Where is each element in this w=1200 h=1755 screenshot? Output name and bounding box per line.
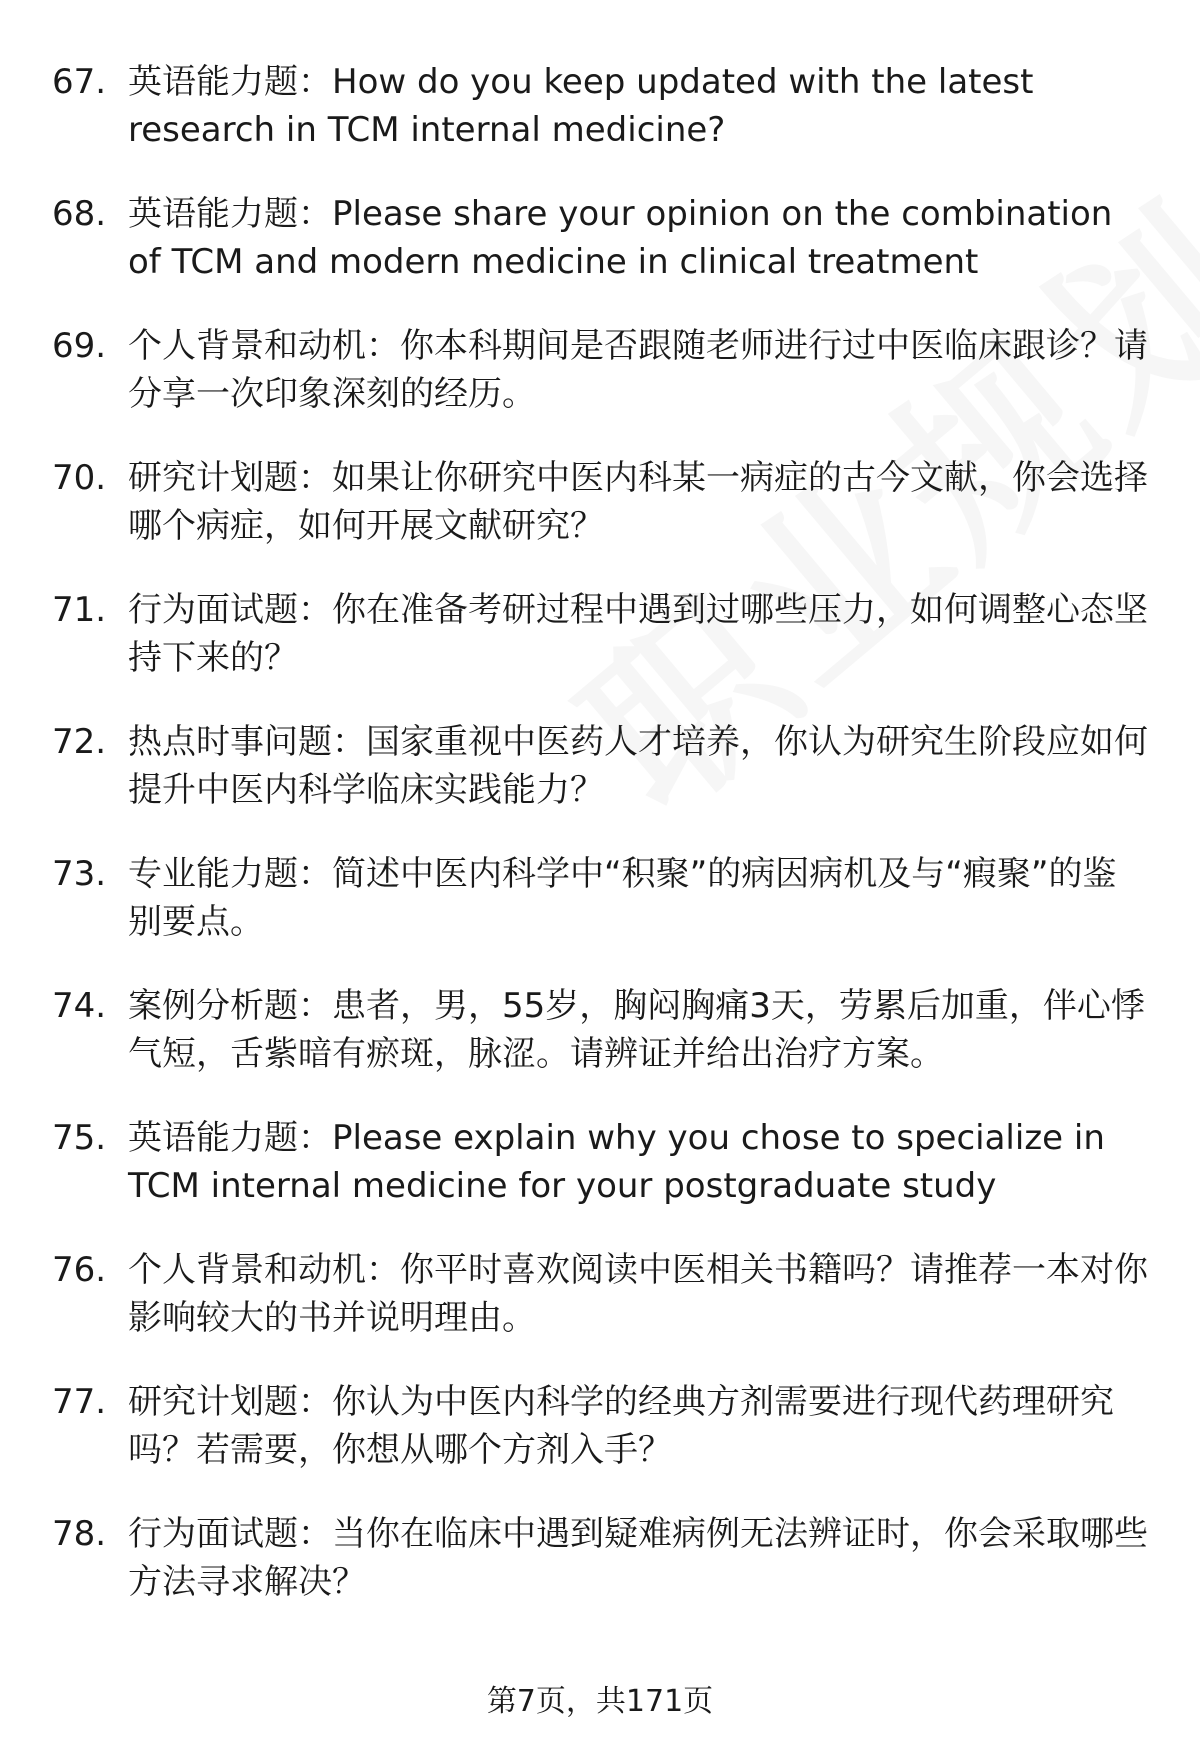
question-text: 热点时事问题：国家重视中医药人才培养，你认为研究生阶段应如何提升中医内科学临床实践能力？ [128, 722, 1148, 810]
question-item [0, 190, 1200, 322]
question-number: 76. [52, 1250, 107, 1290]
question-text: 个人背景和动机：你平时喜欢阅读中医相关书籍吗？请推荐一本对你影响较大的书并说明理由。 [128, 1250, 1148, 1338]
question-number: 71. [52, 590, 107, 630]
question-number: 70. [52, 458, 107, 498]
question-number: 74. [52, 986, 107, 1026]
question-list [0, 58, 1200, 1642]
question-item [0, 454, 1200, 586]
question-item [0, 322, 1200, 454]
question-item [0, 586, 1200, 718]
page-footer: 第7页，共171页 [486, 1684, 714, 1719]
question-item [0, 982, 1200, 1114]
question-number: 68. [52, 194, 107, 234]
question-text: 专业能力题：简述中医内科学中“积聚”的病因病机及与“瘕聚”的鉴别要点。 [128, 854, 1117, 942]
question-item [0, 58, 1200, 190]
question-item [0, 1510, 1200, 1642]
question-item [0, 850, 1200, 982]
question-text: 英语能力题：Please share your opinion on the combination of TCM and modern medicine in clinical treatment [128, 194, 1113, 282]
question-text: 英语能力题：Please explain why you chose to specialize in TCM internal medicine for your postgraduate study [128, 1118, 1105, 1206]
question-number: 78. [52, 1514, 107, 1554]
question-text: 行为面试题：当你在临床中遇到疑难病例无法辨证时，你会采取哪些方法寻求解决？ [128, 1514, 1148, 1602]
question-item [0, 718, 1200, 850]
question-text: 研究计划题：你认为中医内科学的经典方剂需要进行现代药理研究吗？若需要，你想从哪个方剂入手？ [128, 1382, 1114, 1470]
question-number: 67. [52, 62, 107, 102]
question-number: 75. [52, 1118, 107, 1158]
question-number: 72. [52, 722, 107, 762]
question-text: 行为面试题：你在准备考研过程中遇到过哪些压力，如何调整心态坚持下来的？ [128, 590, 1148, 678]
question-number: 73. [52, 854, 107, 894]
question-text: 案例分析题：患者，男，55岁，胸闷胸痛3天，劳累后加重，伴心悸气短，舌紫暗有瘀斑，脉涩。请辨证并给出治疗方案。 [128, 986, 1145, 1074]
question-item [0, 1114, 1200, 1246]
question-number: 69. [52, 326, 107, 366]
question-item [0, 1246, 1200, 1378]
question-text: 个人背景和动机：你本科期间是否跟随老师进行过中医临床跟诊？请分享一次印象深刻的经历。 [128, 326, 1148, 414]
question-text: 英语能力题：How do you keep updated with the latest research in TCM internal medicine? [128, 62, 1034, 150]
question-item [0, 1378, 1200, 1510]
question-text: 研究计划题：如果让你研究中医内科某一病症的古今文献，你会选择哪个病症，如何开展文献研究？ [128, 458, 1148, 546]
question-number: 77. [52, 1382, 107, 1422]
